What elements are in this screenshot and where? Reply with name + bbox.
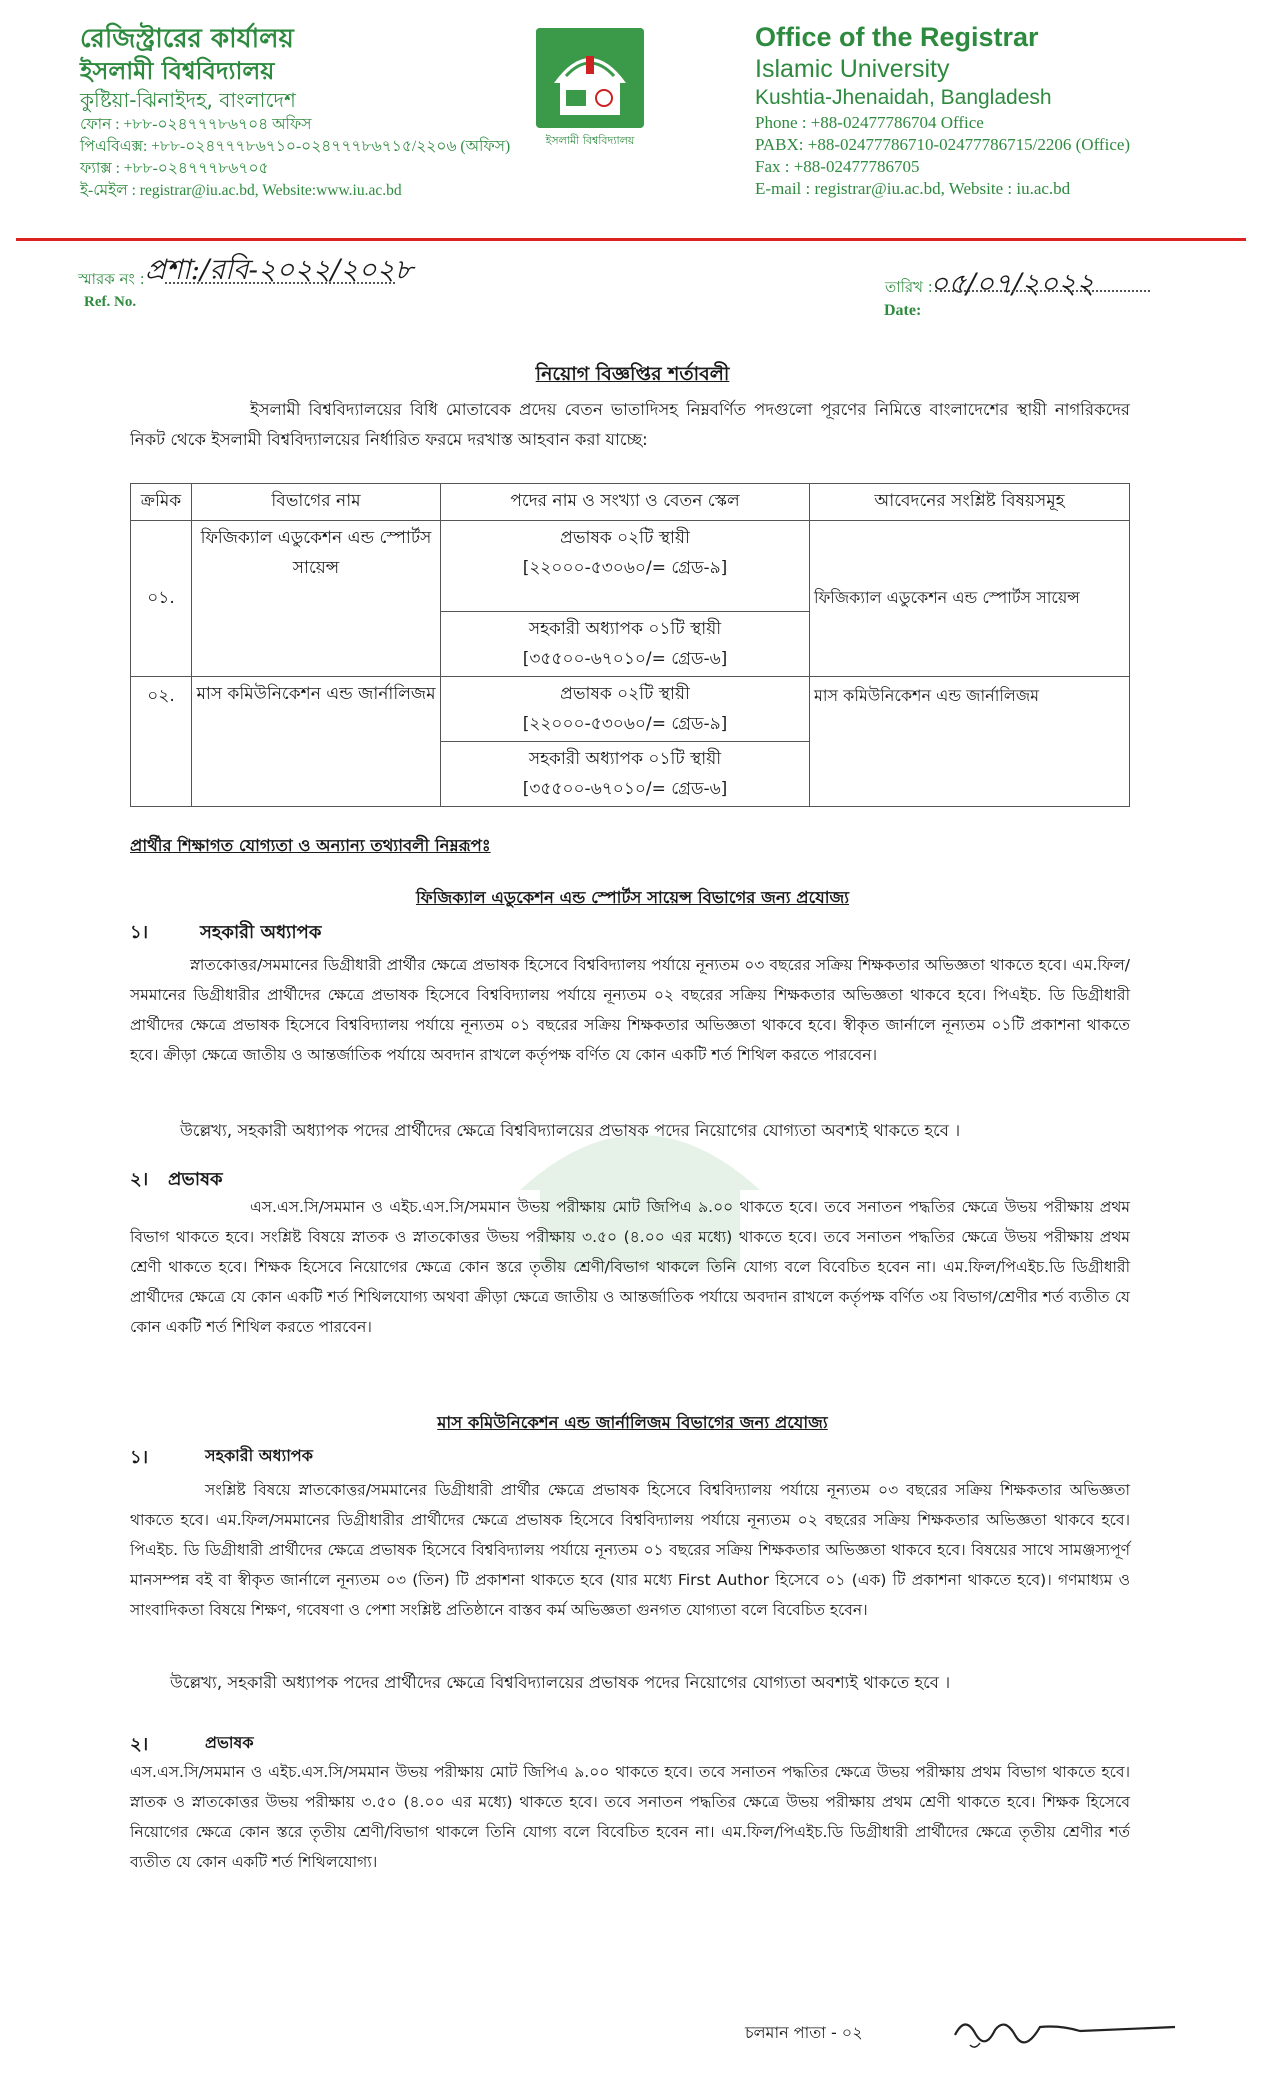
section2-item2-text: এস.এস.সি/সমমান ও এইচ.এস.সি/সমমান উভয় পরীক্ষায় মোট জিপিএ ৯.০০ থাকতে হবে। তবে সনাতন পদ্ধতির ক্ষেত্রে উভয় পরীক্ষায় প্রথম বিভাগ থাকতে হবে। স্নাতক ও স্নাতকোত্তর উভয় পরীক্ষায় ৩.৫০ (৪.০০ এর মধ্যে) থাকতে হবে। তবে সনাতন পদ্ধতির ক্ষেত্রে উভয় পরীক্ষায় প্রথম শ্রেণী থাকতে হবে। শিক্ষক হিসেবে নিয়োগের ক্ষেত্রে কোন স্তরে তৃতীয় শ্রেণী/বিভাগ থাকলে তিনি যোগ্য বলে বিবেচিত হবেন না। এম.ফিল/পিএইচ.ডি ডিগ্রীধারী প্রার্থীদের ক্ষেত্রে তৃতীয় শ্রেণীর শর্ত ব্যতীত যে কোন একটি শর্ত শিথিলযোগ্য। (130, 1763, 1130, 1871)
logo-caption: ইসলামী বিশ্ববিদ্যালয় (545, 134, 635, 147)
section2-item1-note: উল্লেখ্য, সহকারী অধ্যাপক পদের প্রার্থীদের ক্ষেত্রে বিশ্ববিদ্যালয়ের প্রভাষক পদের নিয়োগের যোগ্যতা অবশ্যই থাকতে হবে । (170, 1673, 951, 1692)
row1-post2-title: সহকারী অধ্যাপক ০১টি স্থায়ী (528, 619, 722, 639)
section1-item1-note: উল্লেখ্য, সহকারী অধ্যাপক পদের প্রার্থীদের ক্ষেত্রে বিশ্ববিদ্যালয়ের প্রভাষক পদের নিয়োগের যোগ্যতা অবশ্যই থাকতে হবে । (180, 1121, 961, 1140)
date-label-bn: তারিখ : (885, 278, 933, 296)
location-en: Kushtia-Jhenaidah, Bangladesh (755, 86, 1052, 109)
row1-post1-title: প্রভাষক ০২টি স্থায়ী (560, 528, 690, 548)
table-row (131, 677, 1130, 742)
location-bn: কুষ্টিয়া-ঝিনাইদহ, বাংলাদেশ (80, 88, 296, 112)
section1-item2-title: প্রভাষক (168, 1169, 223, 1190)
fax-bn: ফ্যাক্স : +৮৮-০২৪৭৭৭৮৬৭০৫ (80, 160, 269, 177)
ref-number-handwritten: প্রশা:/রবি-২০২২/২০২৮ (145, 253, 413, 286)
section1-item2-text: এস.এস.সি/সমমান ও এইচ.এস.সি/সমমান উভয় পরীক্ষায় মোট জিপিএ ৯.০০ থাকতে হবে। তবে সনাতন পদ্ধতির ক্ষেত্রে উভয় পরীক্ষায় প্রথম বিভাগ থাকতে হবে। সংশ্লিষ্ট বিষয়ে স্নাতক ও স্নাতকোত্তর উভয় পরীক্ষায় ৩.৫০ (৪.০০ এর মধ্যে) থাকতে হবে। তবে সনাতন পদ্ধতির ক্ষেত্রে উভয় পরীক্ষায় প্রথম শ্রেণী থাকতে হবে। শিক্ষক হিসেবে নিয়োগের ক্ষেত্রে কোন স্তরে তৃতীয় শ্রেণী/বিভাগ থাকলে তিনি যোগ্য বলে বিবেচিত হবেন না। এম.ফিল/পিএইচ.ডি ডিগ্রীধারী প্রার্থীদের ক্ষেত্রে যে কোন একটি শর্ত শিথিলযোগ্য অথবা ক্রীড়া ক্ষেত্রে জাতীয় ও আন্তর্জাতিক পর্যায়ে অবদান রাখলে কর্তৃপক্ষ বর্ণিত ৩য় বিভাগ/শ্রেণীর শর্ত ব্যতীত যে কোন একটি শর্ত শিথিল করতে পারবেন। (130, 1198, 1130, 1336)
office-title-bn: রেজিস্ট্রারের কার্যালয় (80, 24, 294, 54)
row2-post1-title: প্রভাষক ০২টি স্থায়ী (560, 684, 690, 704)
header-divider (16, 238, 1246, 241)
date-label-en: Date: (884, 302, 922, 319)
signature-icon (950, 2005, 1180, 2055)
row2-department: মাস কমিউনিকেশন এন্ড জার্নালিজম (192, 677, 441, 807)
date-handwritten: ০৫/০৭/২০২২ (930, 267, 1095, 300)
phone-en: Phone : +88-02477786704 Office (755, 113, 984, 132)
row2-post1-scale: [২২০০০-৫৩০৬০/= গ্রেড-৯] (522, 714, 728, 734)
section2-item2-number: ২। (130, 1734, 149, 1755)
section2-item1-number: ১। (130, 1447, 149, 1468)
logo-emblem-icon (536, 28, 644, 128)
row1-post2-scale: [৩৫৫০০-৬৭০১০/= গ্রেড-৬] (522, 649, 728, 669)
col-serial: ক্রমিক (131, 484, 192, 521)
university-name-bn: ইসলামী বিশ্ববিদ্যালয় (80, 57, 275, 85)
row1-post1-scale: [২২০০০-৫৩০৬০/= গ্রেড-৯] (522, 558, 728, 578)
section1-heading: ফিজিক্যাল এডুকেশন এন্ড স্পোর্টস সায়েন্স বিভাগের জন্য প্রযোজ্য (415, 888, 850, 907)
row2-post2 (441, 742, 810, 807)
section2-item2-title: প্রভাষক (205, 1733, 254, 1752)
section2-item1-text: সংশ্লিষ্ট বিষয়ে স্নাতকোত্তর/সমমানের ডিগ্রীধারী প্রার্থীর ক্ষেত্রে প্রভাষক হিসেবে বিশ্ববিদ্যালয় পর্যায়ে নূন্যতম ০৩ বছরের সক্রিয় শিক্ষকতার অভিজ্ঞতা থাকতে হবে। এম.ফিল/সমমানের ডিগ্রীধারীর প্রার্থীদের ক্ষেত্রে প্রভাষক হিসেবে বিশ্ববিদ্যালয় পর্যায়ে নূন্যতম ০২ বছরের সক্রিয় শিক্ষকতার অভিজ্ঞতা থাকবে হবে। পিএইচ. ডি ডিগ্রীধারী প্রার্থীদের ক্ষেত্রে প্রভাষক হিসেবে বিশ্ববিদ্যালয় পর্যায়ে নূন্যতম ০১ বছরের সক্রিয় শিক্ষকতার অভিজ্ঞতা থাকবে হবে। বিষয়ের সাথে সামঞ্জস্যপূর্ণ মানসম্পন্ন বই বা স্বীকৃত জার্নালে নূন্যতম ০৩ (তিন) টি প্রকাশনা থাকতে হবে (যার মধ্যে First Author হিসেবে ০১ (এক) টি প্রকাশনা থাকতে হবে)। গণমাধ্যম ও সাংবাদিকতা বিষয়ে শিক্ষণ, গবেষণা ও পেশা সংশ্লিষ্ট প্রতিষ্ঠানে বাস্তব কর্ম অভিজ্ঞতা গুনগত যোগ্যতা বলে বিবেচিত হবেন। (130, 1481, 1130, 1619)
phone-bn: ফোন : +৮৮-০২৪৭৭৭৮৬৭০৪ অফিস (80, 116, 312, 133)
pabx-en: PABX: +88-02477786710-02477786715/2206 (Office) (755, 135, 1131, 154)
row2-post1 (441, 677, 810, 742)
section2-heading: মাস কমিউনিকেশন এন্ড জার্নালিজম বিভাগের জন্য প্রযোজ্য (437, 1413, 828, 1432)
date-dotted-line (935, 290, 1150, 292)
col-subject: আবেদনের সংশ্লিষ্ট বিষয়সমূহ (810, 484, 1130, 521)
row2-post2-title: সহকারী অধ্যাপক ০১টি স্থায়ী (528, 749, 722, 769)
email-en: E-mail : registrar@iu.ac.bd, Website : iu.ac.bd (755, 179, 1071, 198)
pabx-bn: পিএবিএক্স: +৮৮-০২৪৭৭৭৮৬৭১০-০২৪৭৭৭৮৬৭১৫/২২০৬ (অফিস) (80, 138, 511, 155)
office-title-en: Office of the Registrar (755, 22, 1039, 52)
row1-serial: ০১. (131, 521, 192, 677)
ref-label-en: Ref. No. (84, 294, 137, 310)
row2-serial: ০২. (131, 677, 192, 807)
row1-post2 (441, 612, 810, 677)
table-header-row (131, 484, 1130, 521)
row2-post2-scale: [৩৫৫০০-৬৭০১০/= গ্রেড-৬] (522, 779, 728, 799)
header-english-block (755, 20, 1225, 200)
university-name-en: Islamic University (755, 55, 950, 83)
col-department: বিভাগের নাম (192, 484, 441, 521)
col-post: পদের নাম ও সংখ্যা ও বেতন স্কেল (441, 484, 810, 521)
row1-subject: ফিজিক্যাল এডুকেশন এন্ড স্পোর্টস সায়েন্স (810, 521, 1130, 677)
ref-label-bn: স্মারক নং : (78, 270, 145, 288)
table-row (131, 521, 1130, 612)
ref-dotted-line (165, 282, 395, 284)
row1-post1 (441, 521, 810, 612)
section1-item2-number: ২। (130, 1169, 149, 1190)
continued-page-label: চলমান পাতা - ০২ (745, 2023, 863, 2042)
email-bn: ই-মেইল : registrar@iu.ac.bd, Website:www.iu.ac.bd (80, 182, 402, 199)
section1-item1-number: ১। (130, 922, 149, 943)
positions-table (130, 483, 1130, 807)
section1-item1-title: সহকারী অধ্যাপক (200, 922, 322, 943)
university-logo (535, 28, 645, 156)
section1-item1-text: স্নাতকোত্তর/সমমানের ডিগ্রীধারী প্রার্থীর ক্ষেত্রে প্রভাষক হিসেবে বিশ্ববিদ্যালয় পর্যায়ে নূন্যতম ০৩ বছরের সক্রিয় শিক্ষকতার অভিজ্ঞতা থাকতে হবে। এম.ফিল/সমমানের ডিগ্রীধারীর প্রার্থীদের ক্ষেত্রে প্রভাষক হিসেবে বিশ্ববিদ্যালয় পর্যায়ে নূন্যতম ০২ বছরের সক্রিয় শিক্ষকতার অভিজ্ঞতা থাকবে হবে। পিএইচ. ডি ডিগ্রীধারী প্রার্থীদের ক্ষেত্রে প্রভাষক হিসেবে বিশ্ববিদ্যালয় পর্যায়ে নূন্যতম ০১ বছরের সক্রিয় শিক্ষকতার অভিজ্ঞতা থাকবে হবে। স্বীকৃত জার্নালে নূন্যতম ০১টি প্রকাশনা থাকতে হবে। ক্রীড়া ক্ষেত্রে জাতীয় ও আন্তর্জাতিক পর্যায়ে অবদান রাখলে কর্তৃপক্ষ বর্ণিত যে কোন একটি শর্ত শিথিল করতে পারবেন। (130, 956, 1130, 1064)
header-bangla-block (80, 22, 510, 202)
row1-department: ফিজিক্যাল এডুকেশন এন্ড স্পোর্টস সায়েন্স (192, 521, 441, 677)
row2-subject: মাস কমিউনিকেশন এন্ড জার্নালিজম (810, 677, 1130, 807)
section2-item1-title: সহকারী অধ্যাপক (205, 1446, 313, 1465)
doc-title: নিয়োগ বিজ্ঞপ্তির শর্তাবলী (535, 363, 730, 385)
fax-en: Fax : +88-02477786705 (755, 157, 920, 176)
qualification-heading: প্রার্থীর শিক্ষাগত যোগ্যতা ও অন্যান্য তথ্যাবলী নিম্নরূপঃ (130, 836, 491, 855)
intro-paragraph: ইসলামী বিশ্ববিদ্যালয়ের বিধি মোতাবেক প্রদেয় বেতন ভাতাদিসহ নিম্নবর্ণিত পদগুলো পূরণের নিমিত্তে বাংলাদেশের স্থায়ী নাগরিকদের নিকট থেকে ইসলামী বিশ্ববিদ্যালয়ের নির্ধারিত ফরমে দরখাস্ত আহবান করা যাচ্ছে: (130, 400, 1130, 449)
